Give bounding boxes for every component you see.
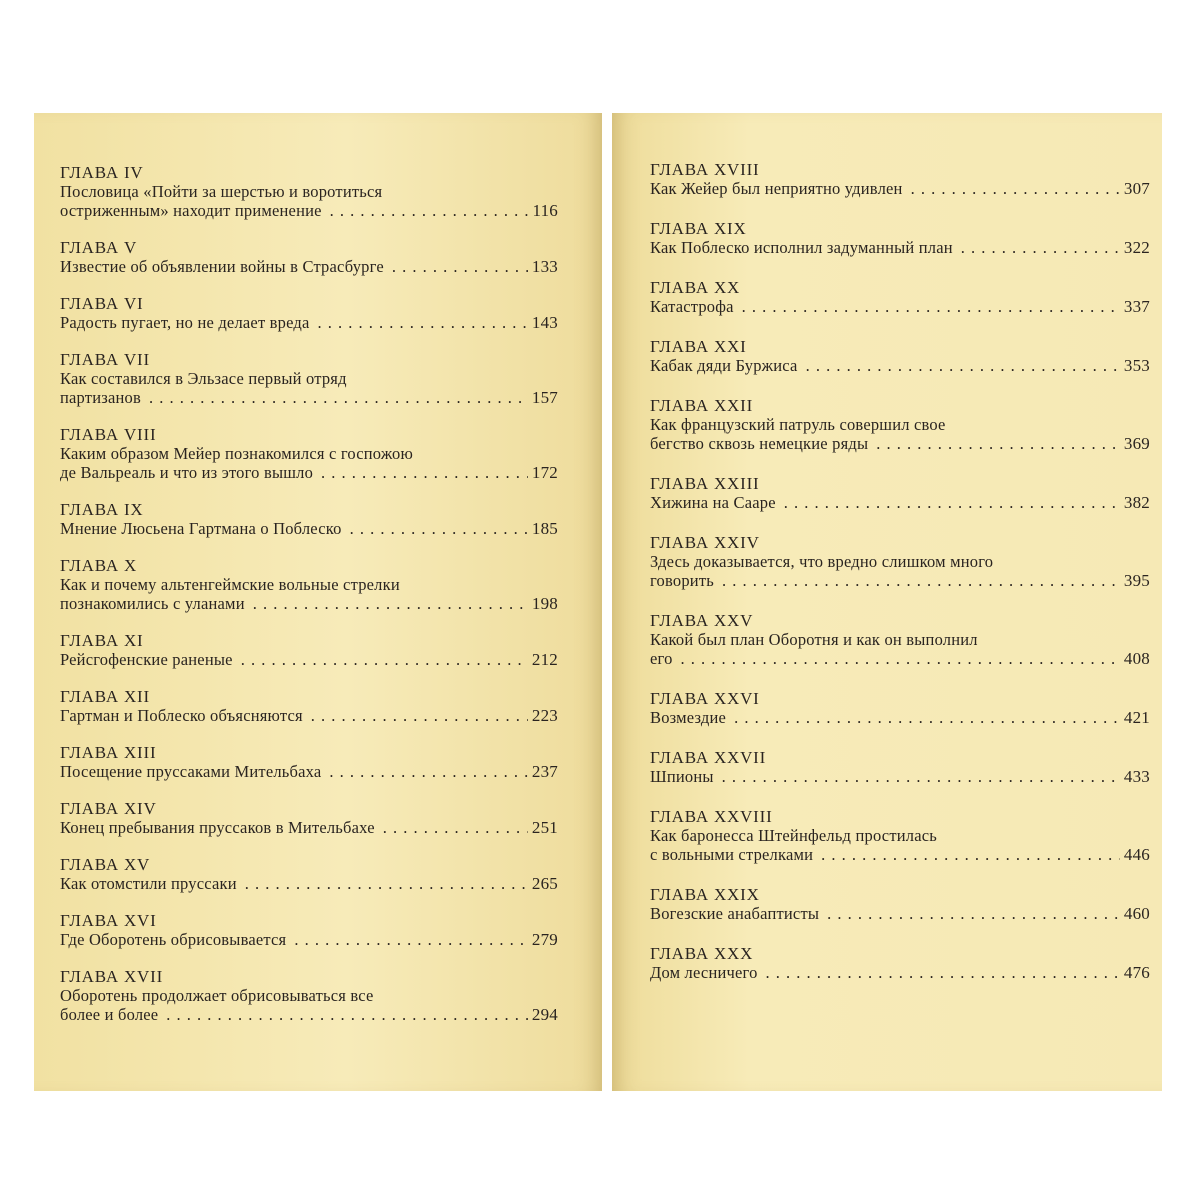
page-number: 157 [531,388,558,407]
chapter-title-line: Здесь доказывается, что вредно слишком много [650,552,994,571]
toc-entry [60,631,558,669]
chapter-title-line: де Вальреаль и что из этого вышло [60,463,314,482]
chapter-label: ГЛАВА XV [60,855,151,874]
toc-entry [60,687,558,725]
page-number: 353 [1123,356,1150,375]
dot-leader [734,708,1120,727]
dot-leader [383,818,528,837]
toc-entry [60,967,558,1024]
chapter-label: ГЛАВА IV [60,163,144,182]
chapter-title-row [650,767,1150,786]
chapter-title-row [650,238,1150,257]
chapter-label: ГЛАВА IX [60,500,144,519]
toc-entry [60,743,558,781]
toc-entry [60,238,558,276]
toc-entry [60,425,558,482]
chapter-title-line: Как Поблеско исполнил задуманный план [650,238,953,257]
chapter-title-row [60,762,558,781]
chapter-title-line: Вогезские анабаптисты [650,904,820,923]
chapter-title-line: бегство сквозь немецкие ряды [650,434,869,453]
toc-entry [650,807,1150,864]
chapter-title-line: Посещение пруссаками Мительбаха [60,762,322,781]
toc-entry [650,337,1150,375]
toc-entry [650,885,1150,923]
toc-entry [650,533,1150,590]
chapter-title-line: Шпионы [650,767,714,786]
chapter-title-line: Радость пугает, но не делает вреда [60,313,310,332]
chapter-title-row [60,1005,558,1024]
dot-leader [911,179,1120,198]
chapter-title-row [60,706,558,725]
dot-leader [241,650,528,669]
chapter-title-row [650,179,1150,198]
chapter-title-line: Дом лесничего [650,963,758,982]
chapter-title-row [650,356,1150,375]
dot-leader [311,706,528,725]
chapter-label: ГЛАВА XIV [60,799,157,818]
dot-leader [722,767,1120,786]
chapter-title-line: более и более [60,1005,159,1024]
chapter-title-row [650,297,1150,316]
chapter-label: ГЛАВА VI [60,294,144,313]
page-number: 369 [1123,434,1150,453]
dot-leader [321,463,528,482]
chapter-title-line: партизанов [60,388,141,407]
chapter-title-line: Оборотень продолжает обрисовываться все [60,986,374,1005]
chapter-title-row [60,874,558,893]
dot-leader [392,257,528,276]
toc-entry [60,799,558,837]
dot-leader [827,904,1120,923]
chapter-title-line: говорить [650,571,714,590]
chapter-title-line: Хижина на Сааре [650,493,776,512]
page-number: 421 [1123,708,1150,727]
chapter-title-line: Какой был план Оборотня и как он выполнил [650,630,978,649]
page-number: 212 [531,650,558,669]
chapter-label: ГЛАВА XVI [60,911,157,930]
chapter-title-line: Известие об объявлении войны в Страсбурге [60,257,384,276]
dot-leader [742,297,1120,316]
page-number: 198 [531,594,558,613]
chapter-title-line: Рейсгофенские раненые [60,650,233,669]
chapter-label: ГЛАВА XIII [60,743,157,762]
chapter-title-line: Как французский патруль совершил свое [650,415,946,434]
chapter-title-line: Как баронесса Штейнфельд простилась [650,826,937,845]
chapter-label: ГЛАВА XXIV [650,533,760,552]
page-number: 143 [531,313,558,332]
toc-entry [60,556,558,613]
chapter-title-row [60,313,558,332]
page-number: 223 [531,706,558,725]
dot-leader [245,874,528,893]
dot-leader [166,1005,528,1024]
toc-entry [60,500,558,538]
chapter-label: ГЛАВА X [60,556,138,575]
chapter-title-row [650,708,1150,727]
book-gutter [602,113,612,1091]
chapter-title-row [60,463,558,482]
chapter-title-row [650,904,1150,923]
page-number: 265 [531,874,558,893]
chapter-title-row [60,818,558,837]
dot-leader [681,649,1120,668]
toc-left-column [60,163,558,1042]
page-number: 279 [531,930,558,949]
chapter-label: ГЛАВА XXI [650,337,747,356]
chapter-label: ГЛАВА XVIII [650,160,760,179]
chapter-label: ГЛАВА XIX [650,219,747,238]
page-number: 185 [531,519,558,538]
dot-leader [766,963,1120,982]
page-number: 307 [1123,179,1150,198]
chapter-label: ГЛАВА VII [60,350,150,369]
chapter-title-line: Конец пребывания пруссаков в Мительбахе [60,818,375,837]
chapter-title-row [60,519,558,538]
chapter-label: ГЛАВА XXX [650,944,754,963]
chapter-title-row [650,493,1150,512]
chapter-label: ГЛАВА XXIII [650,474,760,493]
chapter-title-line: Мнение Люсьена Гартмана о Поблеско [60,519,342,538]
toc-entry [60,163,558,220]
chapter-label: ГЛАВА XXIX [650,885,760,904]
chapter-title-line: остриженным» находит применение [60,201,322,220]
chapter-label: ГЛАВА XXVIII [650,807,773,826]
toc-entry [650,611,1150,668]
chapter-label: ГЛАВА XVII [60,967,164,986]
chapter-title-line: с вольными стрелками [650,845,814,864]
toc-entry [60,855,558,893]
toc-entry [60,350,558,407]
chapter-title-row [60,257,558,276]
page-number: 133 [531,257,558,276]
page-number: 251 [531,818,558,837]
page-number: 237 [531,762,558,781]
dot-leader [821,845,1120,864]
chapter-title-line: Возмездие [650,708,727,727]
chapter-title-line: Как и почему альтенгеймские вольные стрелки [60,575,400,594]
page-number: 446 [1123,845,1150,864]
chapter-title-line: Катастрофа [650,297,734,316]
chapter-title-row [60,594,558,613]
dot-leader [806,356,1120,375]
dot-leader [784,493,1120,512]
page-number: 322 [1123,238,1150,257]
page-number: 476 [1123,963,1150,982]
dot-leader [961,238,1120,257]
chapter-title-row [650,963,1150,982]
chapter-title-row [650,649,1150,668]
page-number: 433 [1123,767,1150,786]
chapter-label: ГЛАВА VIII [60,425,157,444]
chapter-title-line: Как Жейер был неприятно удивлен [650,179,903,198]
chapter-title-row [60,930,558,949]
chapter-title-line: познакомились с уланами [60,594,245,613]
chapter-title-line: Как составился в Эльзасе первый отряд [60,369,347,388]
page-number: 382 [1123,493,1150,512]
toc-entry [650,219,1150,257]
toc-right-column [650,160,1150,1003]
dot-leader [294,930,528,949]
chapter-label: ГЛАВА XII [60,687,150,706]
page-number: 395 [1123,571,1150,590]
chapter-title-line: Пословица «Пойти за шерстью и воротиться [60,182,383,201]
dot-leader [149,388,528,407]
dot-leader [253,594,528,613]
chapter-title-row [60,388,558,407]
chapter-title-row [650,845,1150,864]
page-number: 172 [531,463,558,482]
chapter-title-line: Где Оборотень обрисовывается [60,930,287,949]
toc-entry [60,294,558,332]
toc-entry [650,944,1150,982]
page-number: 408 [1123,649,1150,668]
page-number: 294 [531,1005,558,1024]
chapter-title-row [60,650,558,669]
chapter-title-row [650,434,1150,453]
dot-leader [330,201,529,220]
toc-entry [60,911,558,949]
chapter-title-line: Каким образом Мейер познакомился с госпожою [60,444,414,463]
toc-entry [650,278,1150,316]
toc-entry [650,474,1150,512]
dot-leader [722,571,1120,590]
dot-leader [329,762,527,781]
chapter-label: ГЛАВА XXVII [650,748,767,767]
dot-leader [876,434,1120,453]
dot-leader [318,313,528,332]
toc-entry [650,160,1150,198]
chapter-label: ГЛАВА XX [650,278,741,297]
toc-entry [650,748,1150,786]
page-number: 460 [1123,904,1150,923]
chapter-title-line: его [650,649,673,668]
chapter-label: ГЛАВА XXV [650,611,754,630]
toc-entry [650,689,1150,727]
chapter-title-row [650,571,1150,590]
toc-entry [650,396,1150,453]
dot-leader [350,519,528,538]
chapter-title-line: Кабак дяди Буржиса [650,356,798,375]
page-number: 116 [532,201,558,220]
chapter-label: ГЛАВА XXVI [650,689,760,708]
chapter-title-line: Как отомстили пруссаки [60,874,237,893]
chapter-title-row [60,201,558,220]
chapter-label: ГЛАВА XI [60,631,144,650]
page-number: 337 [1123,297,1150,316]
chapter-label: ГЛАВА V [60,238,138,257]
chapter-label: ГЛАВА XXII [650,396,754,415]
chapter-title-line: Гартман и Поблеско объясняются [60,706,303,725]
